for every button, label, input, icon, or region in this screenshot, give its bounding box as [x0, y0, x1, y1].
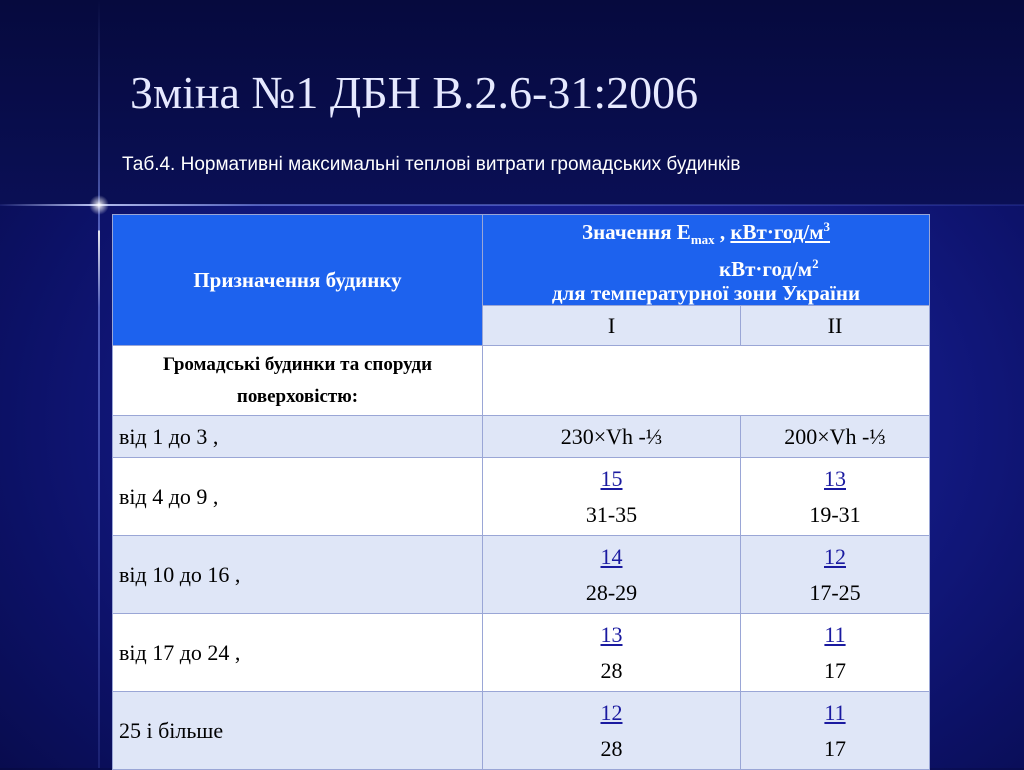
area-value: 28 [600, 735, 623, 761]
table-row [113, 614, 930, 692]
column-header-emax [483, 215, 930, 306]
row-label: від 10 до 16 , [113, 536, 483, 614]
zone-header-1: I [483, 306, 741, 346]
group-row [113, 346, 930, 416]
zone2-value: 200×Vh -⅓ [741, 416, 930, 458]
zone1-value: 230×Vh -⅓ [483, 416, 741, 458]
slide-title: Зміна №1 ДБН В.2.6-31:2006 [130, 67, 699, 118]
table-row [113, 692, 930, 770]
volume-value: 12 [824, 543, 846, 569]
zone2-value [741, 458, 930, 536]
table-row [113, 536, 930, 614]
area-value: 31-35 [585, 501, 638, 527]
unit-volume: $кВт\cdot год/м^3$ [730, 219, 831, 244]
zone-description: для температурної зони України [551, 281, 861, 306]
area-value: 28 [600, 657, 623, 683]
volume-value: 11 [824, 621, 846, 647]
zone2-value [741, 692, 930, 770]
decorative-horizontal-line [0, 204, 1024, 206]
table-row [113, 458, 930, 536]
volume-value: 14 [600, 543, 623, 569]
row-label: від 17 до 24 , [113, 614, 483, 692]
row-label: від 1 до 3 , [113, 416, 483, 458]
zone1-value [483, 614, 741, 692]
decorative-vertical-line [98, 0, 100, 768]
zone1-value [483, 536, 741, 614]
volume-value: 12 [600, 699, 623, 725]
group-label: Громадські будинки та споруди поверховістю: [113, 346, 483, 416]
zone1-value [483, 692, 741, 770]
column-header-purpose: Призначення будинку [113, 215, 483, 346]
zone2-value [741, 536, 930, 614]
area-value: 19-31 [809, 501, 861, 527]
sparkle-icon [89, 195, 109, 215]
volume-value: 13 [824, 465, 846, 491]
header-row [113, 215, 930, 306]
row-label: від 4 до 9 , [113, 458, 483, 536]
volume-value: 15 [600, 465, 623, 491]
group-empty-cell [483, 346, 930, 416]
unit-area: $кВт\cdot год/м^2$ [719, 256, 819, 282]
zone-header-2: II [741, 306, 930, 346]
heat-consumption-table [112, 214, 930, 770]
volume-value: 13 [600, 621, 623, 647]
area-value: 17-25 [809, 579, 861, 605]
emax-prefix: Значення E [581, 220, 691, 244]
area-value: 17 [824, 657, 846, 683]
table-row [113, 416, 930, 458]
area-value: 28-29 [585, 579, 638, 605]
emax-subscript: max [690, 232, 715, 248]
zone1-value [483, 458, 741, 536]
table-caption: Таб.4. Нормативні максимальні теплові витрати громадських будинків [122, 154, 741, 175]
area-value: 17 [824, 735, 846, 761]
emax-separator: , [714, 220, 731, 244]
row-label: 25 і більше [113, 692, 483, 770]
zone2-value [741, 614, 930, 692]
emax-line [489, 215, 923, 252]
volume-value: 11 [824, 699, 846, 725]
